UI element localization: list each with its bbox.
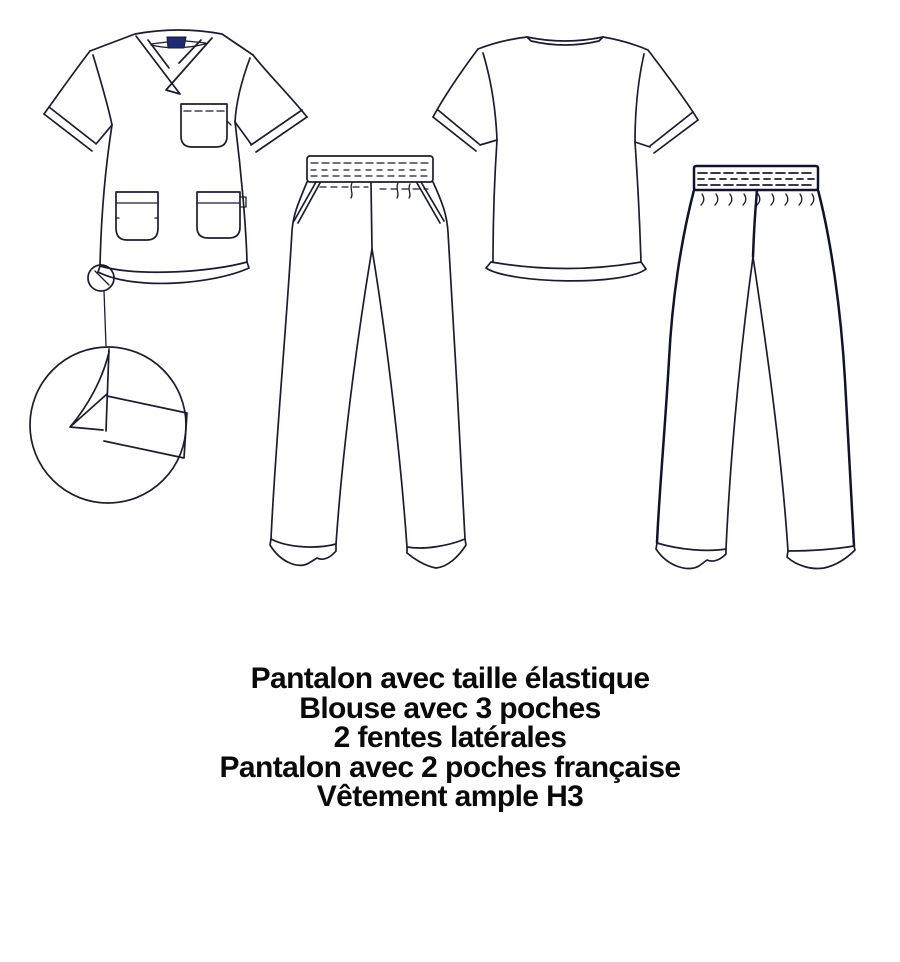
- back-leg-hem-left: [656, 543, 726, 568]
- inseam-left: [336, 249, 372, 544]
- back-hem-band: [486, 262, 646, 281]
- back-right-sleeve-outline: [648, 50, 698, 120]
- back-inseam-right: [753, 257, 788, 551]
- leg-hem-left: [270, 539, 336, 565]
- caption-line-pants-elastic-waist: Pantalon avec taille élastique: [250, 662, 650, 695]
- waistband-gather-squiggles: [351, 183, 410, 198]
- hem-detail-marker-circle: [88, 265, 114, 291]
- left-armhole-seam: [93, 55, 112, 125]
- left-sleeve-outline: [44, 51, 90, 114]
- caption-line-loose-fit: Vêtement ample H3: [316, 780, 584, 813]
- back-shoulder-outline: [478, 37, 648, 50]
- leg-outer-left: [271, 182, 307, 539]
- center-back-seam: [753, 190, 757, 257]
- back-left-underarm: [480, 140, 497, 145]
- body-left-edge: [100, 125, 112, 266]
- right-armhole-seam: [235, 58, 250, 122]
- caption-line-side-slits: 2 fentes latérales: [333, 721, 567, 754]
- back-elastic-waistband: [694, 166, 818, 190]
- caption-line-blouse-pockets: Blouse avec 3 poches: [299, 691, 601, 725]
- back-body-right-edge: [635, 142, 641, 262]
- back-left-cuff-band: [433, 110, 479, 151]
- back-left-armhole-seam: [483, 53, 497, 140]
- back-leg-hem-right: [787, 546, 855, 569]
- right-cuff-band: [251, 110, 307, 152]
- waistband-gather-texture: [320, 187, 428, 189]
- caption-line-pants-french-pockets: Pantalon avec 2 poches française: [219, 750, 681, 784]
- hem-band: [98, 262, 249, 283]
- back-leg-outer-right: [818, 190, 854, 546]
- back-left-sleeve-outline: [433, 49, 478, 117]
- detail-connector-line: [104, 291, 106, 346]
- caption: [0, 664, 900, 812]
- back-leg-outer-left: [657, 190, 694, 543]
- leg-hem-right: [407, 539, 466, 568]
- back-body-left-edge: [493, 140, 497, 262]
- back-right-armhole-seam: [635, 54, 644, 142]
- leg-outer-right: [433, 182, 465, 539]
- elastic-waistband: [307, 156, 433, 182]
- hip-pocket-right: [197, 192, 240, 238]
- neck-brand-label: [167, 37, 186, 48]
- scrub-top-back-drawing: [433, 37, 698, 281]
- back-right-underarm: [635, 142, 650, 147]
- right-sleeve-outline: [253, 55, 307, 117]
- hem-slit-detail-drawing: [30, 347, 187, 503]
- back-right-cuff-band: [650, 112, 698, 153]
- hip-pocket-left: [116, 192, 158, 240]
- french-pocket-right: [417, 182, 444, 223]
- scrub-top-front-drawing: [44, 30, 307, 346]
- pants-back-drawing: [656, 166, 855, 569]
- back-neckband: [527, 37, 603, 45]
- pants-front-drawing: [270, 156, 466, 568]
- center-front-seam: [371, 183, 372, 249]
- hip-pocket-left-facing: [116, 203, 158, 218]
- left-cuff-band: [44, 107, 95, 151]
- back-inseam-left: [726, 257, 753, 549]
- inseam-right: [372, 249, 407, 547]
